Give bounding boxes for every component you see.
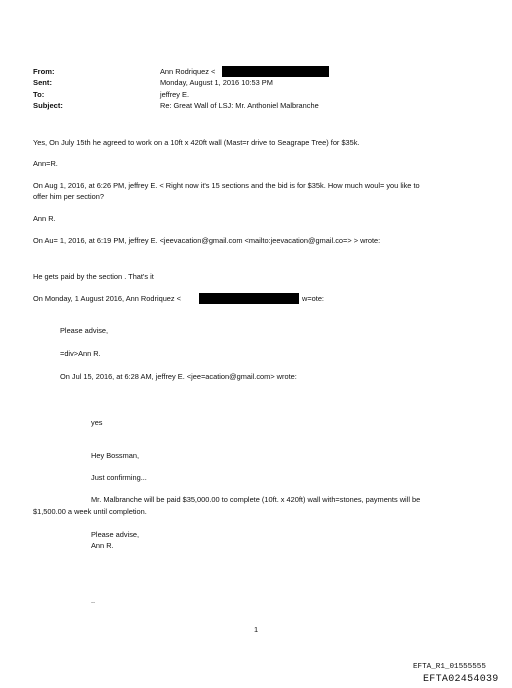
- quoted-line: Hey Bossman,: [91, 451, 140, 460]
- page-number: 1: [254, 625, 259, 634]
- body-paragraph: offer him per section?: [33, 192, 104, 201]
- quoted-line: On Jul 15, 2016, at 6:28 AM, jeffrey E. <jee=acation@gmail.com> wrote:: [60, 372, 297, 381]
- quoted-line: Please advise,: [91, 530, 140, 539]
- body-paragraph: Ann R.: [33, 214, 56, 223]
- sent-label: Sent:: [33, 78, 52, 87]
- subject-label: Subject:: [33, 101, 63, 110]
- quoted-line: Just confirming...: [91, 473, 147, 482]
- sent-value: Monday, August 1, 2016 10:53 PM: [160, 78, 273, 87]
- body-paragraph: On Au= 1, 2016, at 6:19 PM, jeffrey E. <jeevacation@gmail.com <mailto:jeevacation@gmail.co=> > wrote:: [33, 236, 381, 245]
- from-label: From:: [33, 67, 55, 76]
- quoted-line: Please advise,: [60, 326, 109, 335]
- body-paragraph: Ann=R.: [33, 159, 58, 168]
- to-value: jeffrey E.: [160, 90, 190, 99]
- quoted-line: $1,500.00 a week until completion.: [33, 507, 147, 516]
- body-paragraph: On Monday, 1 August 2016, Ann Rodriquez <: [33, 294, 181, 303]
- body-paragraph: He gets paid by the section . That's it: [33, 272, 154, 281]
- from-value: Ann Rodriquez <: [160, 67, 216, 76]
- bates-number: EFTA_R1_01555555: [413, 663, 486, 671]
- quoted-line: =div>Ann R.: [60, 349, 101, 358]
- redaction-bar: [199, 293, 299, 304]
- quoted-line: yes: [91, 418, 103, 427]
- quoted-line: Ann R.: [91, 541, 114, 550]
- bates-number: EFTA02454039: [423, 674, 499, 685]
- body-paragraph: w=ote:: [302, 294, 324, 303]
- subject-value: Re: Great Wall of LSJ: Mr. Anthoniel Malbranche: [160, 101, 319, 110]
- body-paragraph: Yes, On July 15th he agreed to work on a 10ft x 420ft wall (Mast=r drive to Seagrape Tree) for $35k.: [33, 138, 360, 147]
- body-paragraph: On Aug 1, 2016, at 6:26 PM, jeffrey E. < Right now it's 15 sections and the bid is for $35k. How much woul= you like to: [33, 181, 420, 190]
- redaction-bar: [222, 66, 329, 77]
- quoted-line: ..: [91, 596, 96, 605]
- to-label: To:: [33, 90, 45, 99]
- quoted-line: Mr. Malbranche will be paid $35,000.00 to complete (10ft. x 420ft) wall with=stones, payments will be: [91, 495, 421, 504]
